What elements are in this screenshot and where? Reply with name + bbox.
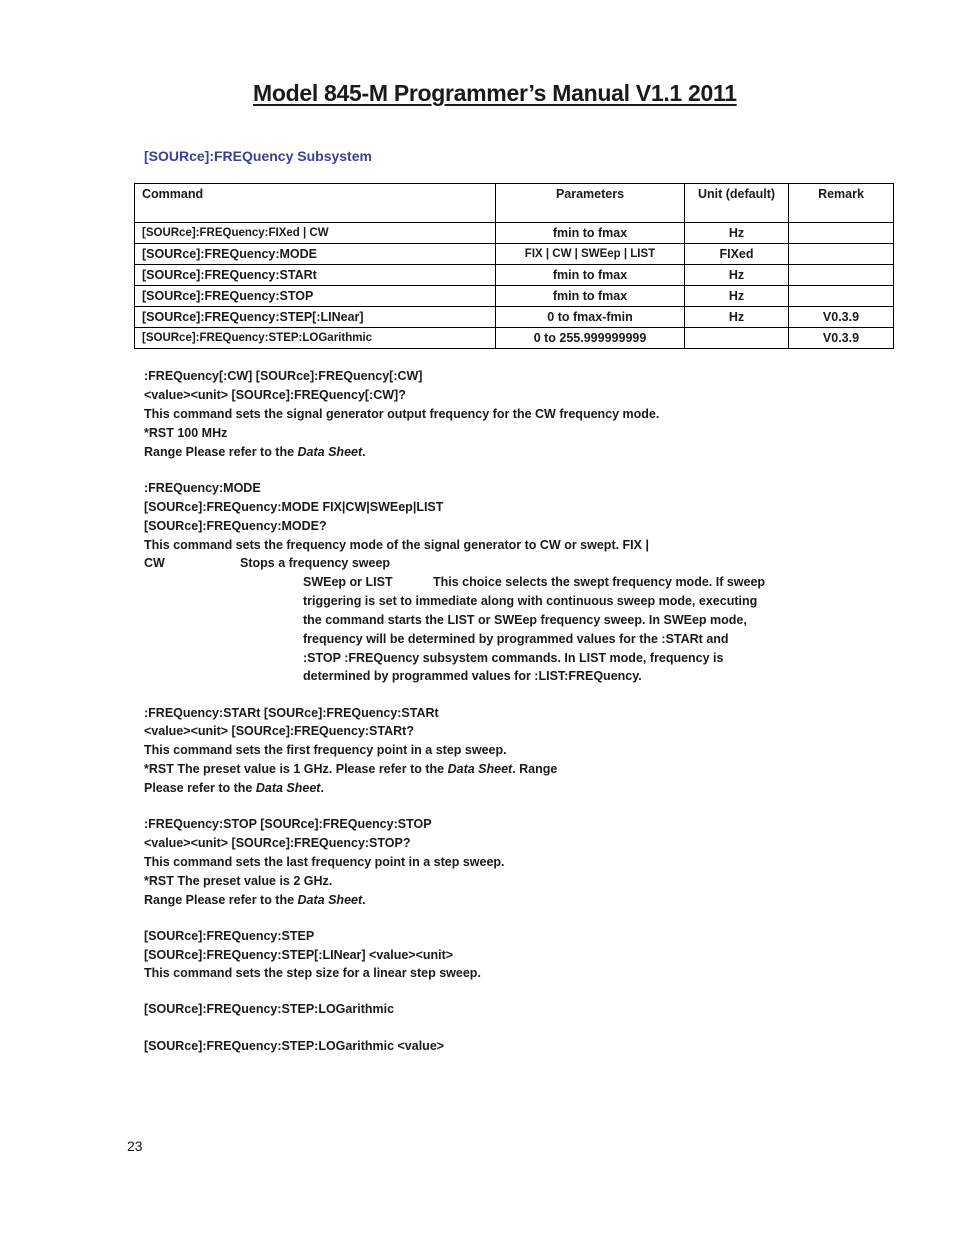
table-header-row [135, 184, 894, 223]
step-heading: [SOURce]:FREQuency:STEP [144, 929, 315, 943]
cell-parameters: fmin to fmax [496, 223, 685, 244]
cw-description: This command sets the signal generator output frequency for the CW frequency mode. [144, 407, 660, 421]
mode-sweep-desc: This choice selects the swept frequency mode. If sweep [433, 575, 766, 589]
range-end: . [362, 893, 366, 907]
start-query: <value><unit> [SOURce]:FREQuency:STARt? [144, 724, 414, 738]
cell-remark: V0.3.9 [789, 328, 894, 349]
cell-parameters: fmin to fmax [496, 286, 685, 307]
page-number: 23 [127, 1138, 143, 1154]
range-end: . [320, 781, 324, 795]
step-description: This command sets the step size for a linear step sweep. [144, 966, 481, 980]
cell-unit: Hz [685, 307, 789, 328]
cell-parameters: 0 to 255.999999999 [496, 328, 685, 349]
log-syntax: [SOURce]:FREQuency:STEP:LOGarithmic <value> [144, 1039, 445, 1053]
cell-remark [789, 244, 894, 265]
section-title: [SOURce]:FREQuency Subsystem [144, 148, 372, 164]
data-sheet-ref: Data Sheet [447, 762, 513, 776]
cell-command: [SOURce]:FREQuency:STEP[:LINear] [135, 307, 496, 328]
cell-unit: Hz [685, 265, 789, 286]
range-text: Please refer to the [144, 781, 256, 795]
cw-rst: *RST 100 MHz [144, 426, 228, 440]
table-row [135, 265, 894, 286]
mode-sweep-desc-3: the command starts the LIST or SWEep frequency sweep. In SWEep mode, [303, 613, 747, 627]
data-sheet-ref: Data Sheet [297, 445, 363, 459]
mode-heading: :FREQuency:MODE [144, 481, 261, 495]
data-sheet-ref: Data Sheet [255, 781, 321, 795]
mode-sweep-desc-2: triggering is set to immediate along with continuous sweep mode, executing [303, 594, 758, 608]
range-text: Range Please refer to the [144, 893, 298, 907]
cell-unit: Hz [685, 223, 789, 244]
cell-command: [SOURce]:FREQuency:STOP [135, 286, 496, 307]
data-sheet-ref: Data Sheet [297, 893, 363, 907]
header-command: Command [135, 184, 496, 223]
cw-syntax: :FREQuency[:CW] [SOURce]:FREQuency[:CW] [144, 369, 423, 383]
mode-cw-term: CW [144, 556, 165, 570]
header-parameters: Parameters [496, 184, 685, 223]
cell-command: [SOURce]:FREQuency:MODE [135, 244, 496, 265]
cell-command: [SOURce]:FREQuency:STARt [135, 265, 496, 286]
start-rst [144, 761, 557, 777]
stop-query: <value><unit> [SOURce]:FREQuency:STOP? [144, 836, 411, 850]
cell-remark: V0.3.9 [789, 307, 894, 328]
header-remark: Remark [789, 184, 894, 223]
page-title: Model 845-M Programmer’s Manual V1.1 2011 [253, 80, 737, 106]
cell-parameters: fmin to fmax [496, 265, 685, 286]
range-text: Range Please refer to the [144, 445, 298, 459]
stop-rst: *RST The preset value is 2 GHz. [144, 874, 333, 888]
mode-syntax: [SOURce]:FREQuency:MODE FIX|CW|SWEep|LIST [144, 500, 444, 514]
cell-parameters: 0 to fmax-fmin [496, 307, 685, 328]
cw-query: <value><unit> [SOURce]:FREQuency[:CW]? [144, 388, 406, 402]
table-row [135, 328, 894, 349]
mode-description: This command sets the frequency mode of the signal generator to CW or swept. FIX | [144, 538, 649, 552]
log-heading: [SOURce]:FREQuency:STEP:LOGarithmic [144, 1002, 395, 1016]
cell-remark [789, 223, 894, 244]
cell-command: [SOURce]:FREQuency:STEP:LOGarithmic [135, 328, 496, 349]
mode-cw-desc: Stops a frequency sweep [240, 556, 391, 570]
step-syntax: [SOURce]:FREQuency:STEP[:LINear] <value><unit> [144, 948, 454, 962]
stop-syntax: :FREQuency:STOP [SOURce]:FREQuency:STOP [144, 817, 432, 831]
cell-command: [SOURce]:FREQuency:FIXed | CW [135, 223, 496, 244]
table-row [135, 307, 894, 328]
mode-sweep-desc-6: determined by programmed values for :LIST:FREQuency. [303, 669, 642, 683]
table-row [135, 244, 894, 265]
range-text: . Range [512, 762, 558, 776]
stop-description: This command sets the last frequency point in a step sweep. [144, 855, 505, 869]
mode-sweep-desc-4: frequency will be determined by programmed values for the :STARt and [303, 632, 729, 646]
cell-unit: FIXed [685, 244, 789, 265]
stop-range [144, 892, 366, 908]
mode-query: [SOURce]:FREQuency:MODE? [144, 519, 327, 533]
rst-text: *RST The preset value is 1 GHz. Please refer to the [144, 762, 448, 776]
command-table [134, 183, 894, 349]
header-unit: Unit (default) [685, 184, 789, 223]
start-description: This command sets the first frequency point in a step sweep. [144, 743, 507, 757]
cell-remark [789, 265, 894, 286]
mode-sweep-desc-5: :STOP :FREQuency subsystem commands. In LIST mode, frequency is [303, 651, 724, 665]
cw-range [144, 444, 366, 460]
table-row [135, 286, 894, 307]
start-range [144, 780, 324, 796]
start-syntax: :FREQuency:STARt [SOURce]:FREQuency:STARt [144, 706, 439, 720]
cell-parameters: FIX | CW | SWEep | LIST [496, 244, 685, 265]
mode-sweep-term: SWEep or LIST [303, 575, 393, 589]
table-row [135, 223, 894, 244]
cell-unit [685, 328, 789, 349]
range-end: . [362, 445, 366, 459]
cell-remark [789, 286, 894, 307]
cell-unit: Hz [685, 286, 789, 307]
